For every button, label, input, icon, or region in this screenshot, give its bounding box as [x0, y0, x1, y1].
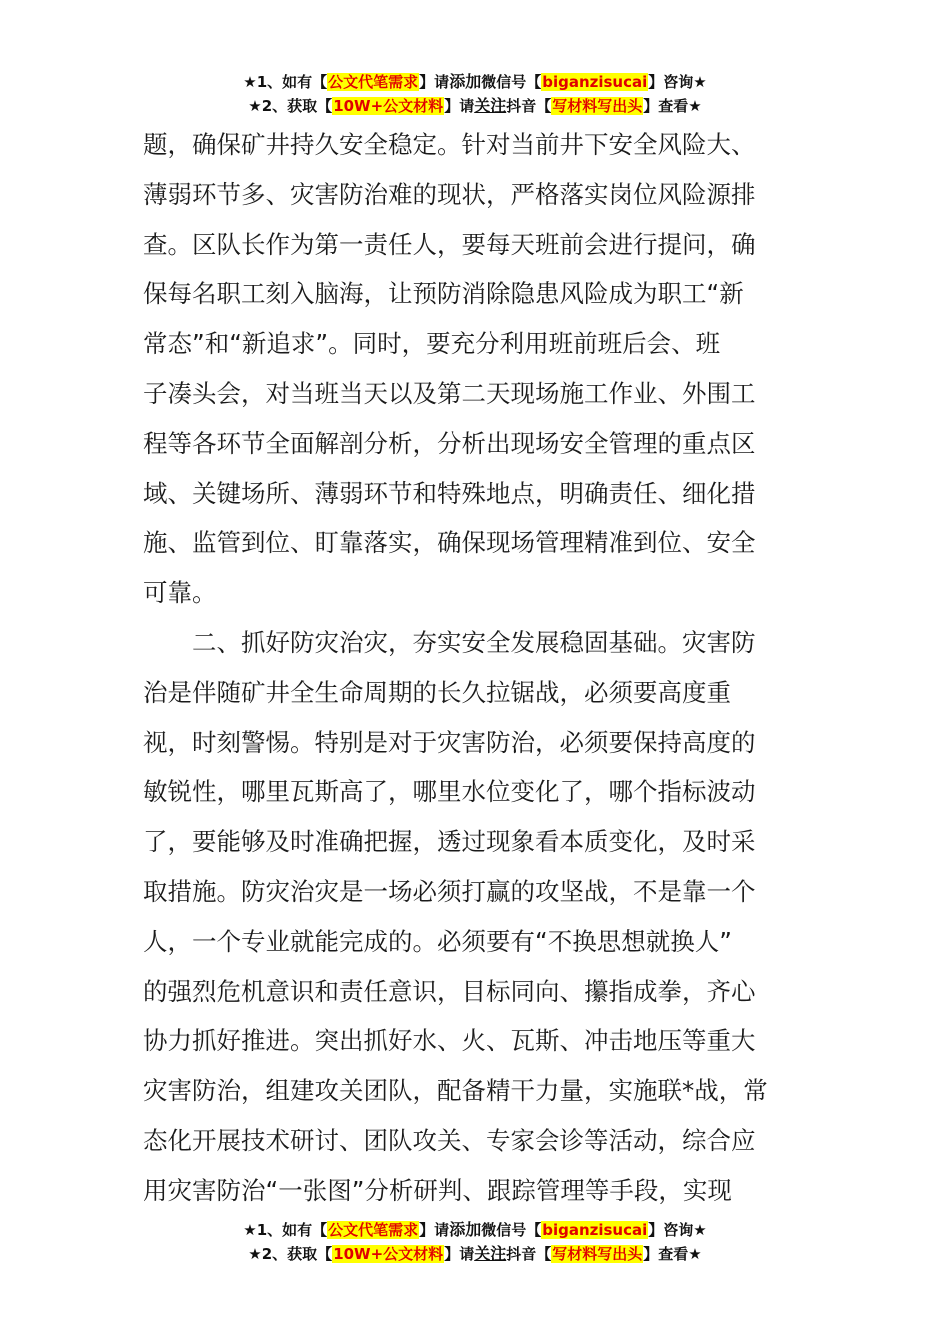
body-line: 敏锐性，哪里瓦斯高了，哪里水位变化了，哪个指标波动 [143, 777, 756, 807]
promo-text: 】请 [419, 73, 450, 91]
promo-highlight: 10W+公文材料 [333, 97, 444, 115]
promo-line-1 [0, 70, 950, 94]
body-line: 的强烈危机意识和责任意识，目标同向、攥指成拳，齐心 [143, 976, 756, 1006]
body-line: 协力抓好推进。突出抓好水、火、瓦斯、冲击地压等重大 [143, 1026, 756, 1056]
promo-text: 微信号【 [481, 1221, 542, 1239]
body-line: 态化开展技术研讨、团队攻关、专家会诊等活动，综合应 [143, 1125, 756, 1155]
promo-text: ★1、如有【 [243, 73, 328, 91]
promo-emphasis: 关注 [474, 96, 507, 115]
promo-wechat-id: biganzisucai [542, 73, 648, 91]
promo-emphasis: 添加 [449, 72, 482, 91]
promo-emphasis: 关注 [474, 1244, 507, 1263]
promo-highlight: 10W+公文材料 [333, 1245, 444, 1263]
promo-text: 抖音【 [506, 97, 552, 115]
body-line: 查。区队长作为第一责任人，要每天班前会进行提问，确 [143, 229, 756, 259]
promo-line-2 [0, 1242, 950, 1266]
body-line: 常态”和“新追求”。同时，要充分利用班前班后会、班 [143, 329, 721, 359]
body-line: 取措施。防灾治灾是一场必须打赢的攻坚战，不是靠一个 [143, 876, 756, 906]
promo-text: 】请 [444, 97, 475, 115]
promo-text: ★2、获取【 [248, 97, 333, 115]
promo-text: 】咨询★ [648, 1221, 707, 1239]
body-line: 域、关键场所、薄弱环节和特殊地点，明确责任、细化措 [143, 478, 756, 508]
promo-text: 微信号【 [481, 73, 542, 91]
body-line: 题，确保矿井持久安全稳定。针对当前井下安全风险大、 [143, 130, 756, 159]
promo-highlight: 公文代笔需求 [328, 1221, 419, 1239]
promo-emphasis: 添加 [449, 1220, 482, 1239]
body-line: 子凑头会，对当班当天以及第二天现场施工作业、外围工 [143, 378, 756, 408]
promo-text: 】咨询★ [648, 73, 707, 91]
body-line: 视，时刻警惕。特别是对于灾害防治，必须要保持高度的 [143, 727, 756, 757]
promo-text: ★2、获取【 [248, 1245, 333, 1263]
promo-text: 】查看★ [643, 1245, 702, 1263]
promo-text: ★1、如有【 [243, 1221, 328, 1239]
body-line: 灾害防治，组建攻关团队，配备精干力量，实施联*战，常 [143, 1076, 768, 1106]
promo-wechat-id: biganzisucai [542, 1221, 648, 1239]
promo-douyin-id: 写材料写出头 [552, 1245, 643, 1263]
header-promo-banner [0, 70, 950, 118]
promo-highlight: 公文代笔需求 [328, 73, 419, 91]
promo-text: 】请 [444, 1245, 475, 1263]
promo-text: 】请 [419, 1221, 450, 1239]
footer-promo-banner [0, 1218, 950, 1266]
section-heading-line: 二、抓好防灾治灾，夯实安全发展稳固基础。灾害防 [192, 627, 756, 657]
promo-text: 抖音【 [506, 1245, 552, 1263]
promo-text: 】查看★ [643, 97, 702, 115]
body-line: 保每名职工刻入脑海，让预防消除隐患风险成为职工“新 [143, 279, 744, 309]
promo-douyin-id: 写材料写出头 [552, 97, 643, 115]
body-line: 可靠。 [143, 578, 217, 608]
document-body [143, 120, 808, 1216]
body-line: 用灾害防治“一张图”分析研判、跟踪管理等手段，实现 [143, 1175, 732, 1205]
body-line: 施、监管到位、盯靠落实，确保现场管理精准到位、安全 [143, 528, 756, 558]
promo-line-2 [0, 94, 950, 118]
promo-line-1 [0, 1218, 950, 1242]
body-line: 程等各环节全面解剖分析，分析出现场安全管理的重点区 [143, 428, 756, 458]
body-line: 薄弱环节多、灾害防治难的现状，严格落实岗位风险源排 [143, 179, 756, 209]
body-line: 治是伴随矿井全生命周期的长久拉锯战，必须要高度重 [143, 677, 731, 707]
body-line: 了，要能够及时准确把握，透过现象看本质变化，及时采 [143, 827, 756, 857]
body-line: 人，一个专业就能完成的。必须要有“不换思想就换人” [143, 926, 732, 956]
